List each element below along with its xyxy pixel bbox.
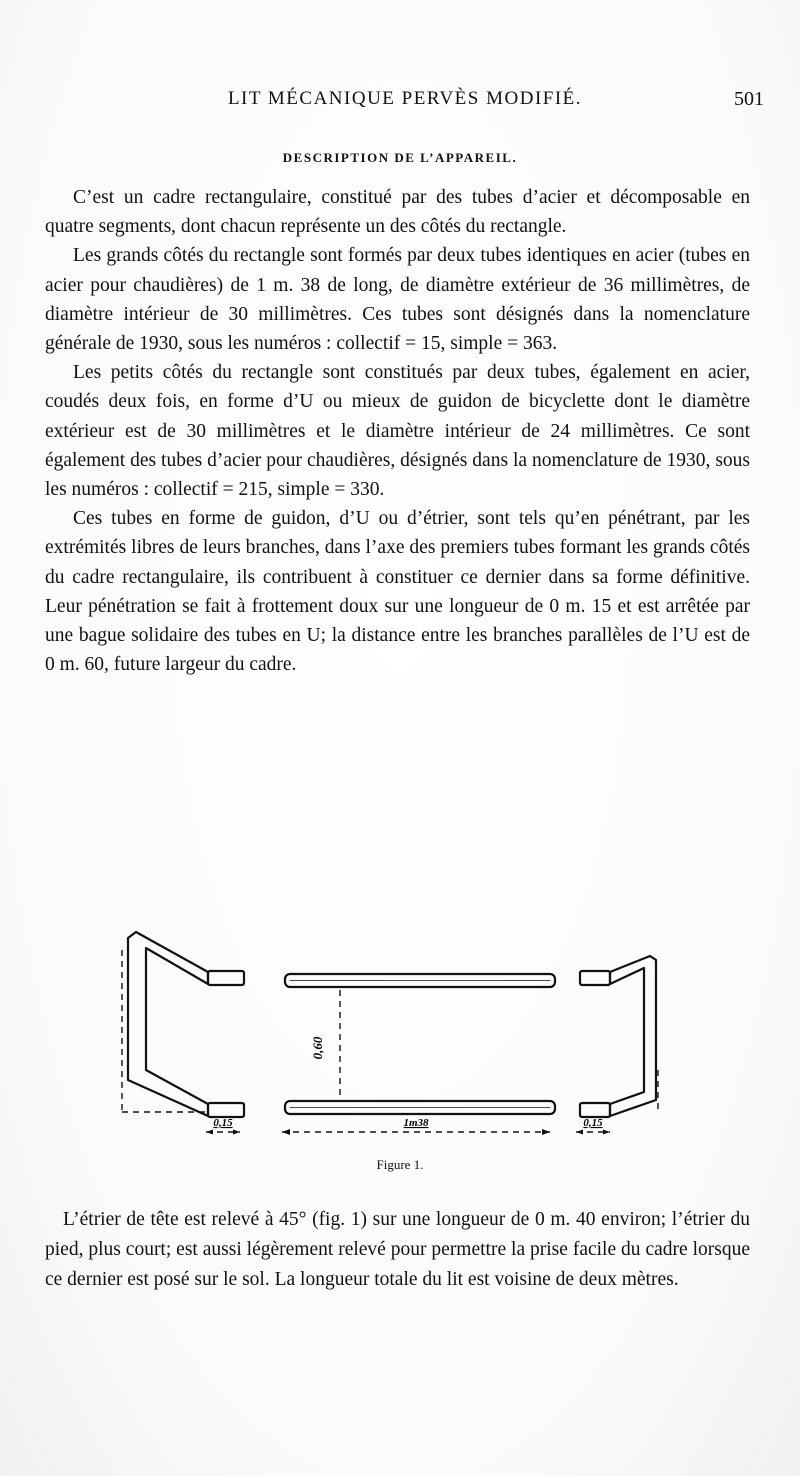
paragraph-assembly: Ces tubes en forme de guidon, d’U ou d’étrier, sont tels qu’en pénétrant, par les extrémités libres de leurs branches, dans l’axe des premiers tubes formant les grands côtés du cadre rectangulaire, ils contribuent à constituer ce dernier dans sa forme définitive. Leur pénétration se fait à frottement doux sur une longueur de 0 m. 15 et est arrêtée par une bague solidaire des tubes en U; la distance entre les branches parallèles de l’U est de 0 m. 60, future largeur du cadre. — [45, 508, 750, 676]
page-number: 501 — [734, 88, 764, 110]
paragraph-long-sides: Les grands côtés du rectangle sont formés par deux tubes identiques en acier (tubes en acier pour chaudières) de 1 m. 38 de long, de diamètre extérieur de 36 millimètres, de diamètre intérieur de 30 millimètres. Ces tubes sont désignés dans la nomenclature générale de 1930, sous les numéros : collectif = 15, simple = 363. — [45, 245, 750, 355]
page-header — [40, 88, 770, 118]
section-title: DESCRIPTION DE L’APPAREIL. — [282, 150, 518, 165]
description-text — [45, 183, 750, 679]
figure-label-left-end: 0,15 — [213, 1117, 233, 1129]
closing-text — [45, 1205, 750, 1295]
figure-caption: Figure 1. — [376, 1157, 424, 1172]
paragraph-stirrups: L’étrier de tête est relevé à 45° (fig. 1) sur une longueur de 0 m. 40 environ; l’étrier du pied, plus court; est aussi légèrement relevé pour permettre la prise facile du cadre lorsque ce dernier est posé sur le sol. La longueur totale du lit est voisine de deux mètres. — [45, 1209, 750, 1290]
figure-label-length: 1m38 — [403, 1117, 429, 1129]
figure-label-right-end: 0,15 — [583, 1117, 603, 1129]
paragraph-short-sides: Les petits côtés du rectangle sont constitués par deux tubes, également en acier, coudés deux fois, en forme d’U ou mieux de guidon de bicyclette dont le diamètre extérieur est de 30 millimètres et le diamètre intérieur de 24 millimètres. Ce sont également des tubes d’acier pour chaudières, désignés dans la nomenclature de 1930, sous les numéros : collectif = 215, simple = 330. — [45, 362, 750, 501]
paragraph-frame: C’est un cadre rectangulaire, constitué par des tubes d’acier et décomposable en quatre segments, dont chacun représente un des côtés du rectangle. — [45, 187, 750, 238]
top-long-tube — [285, 974, 555, 987]
bottom-long-tube — [285, 1101, 555, 1114]
figure-frame-diagram — [110, 920, 670, 1150]
running-title: LIT MÉCANIQUE PERVÈS MODIFIÉ. — [227, 88, 583, 109]
frame-diagram-drawing — [110, 920, 670, 1150]
figure-label-width: 0,60 — [310, 1036, 325, 1060]
left-stirrup-tube — [128, 932, 244, 1117]
right-stirrup-tube — [580, 956, 656, 1117]
